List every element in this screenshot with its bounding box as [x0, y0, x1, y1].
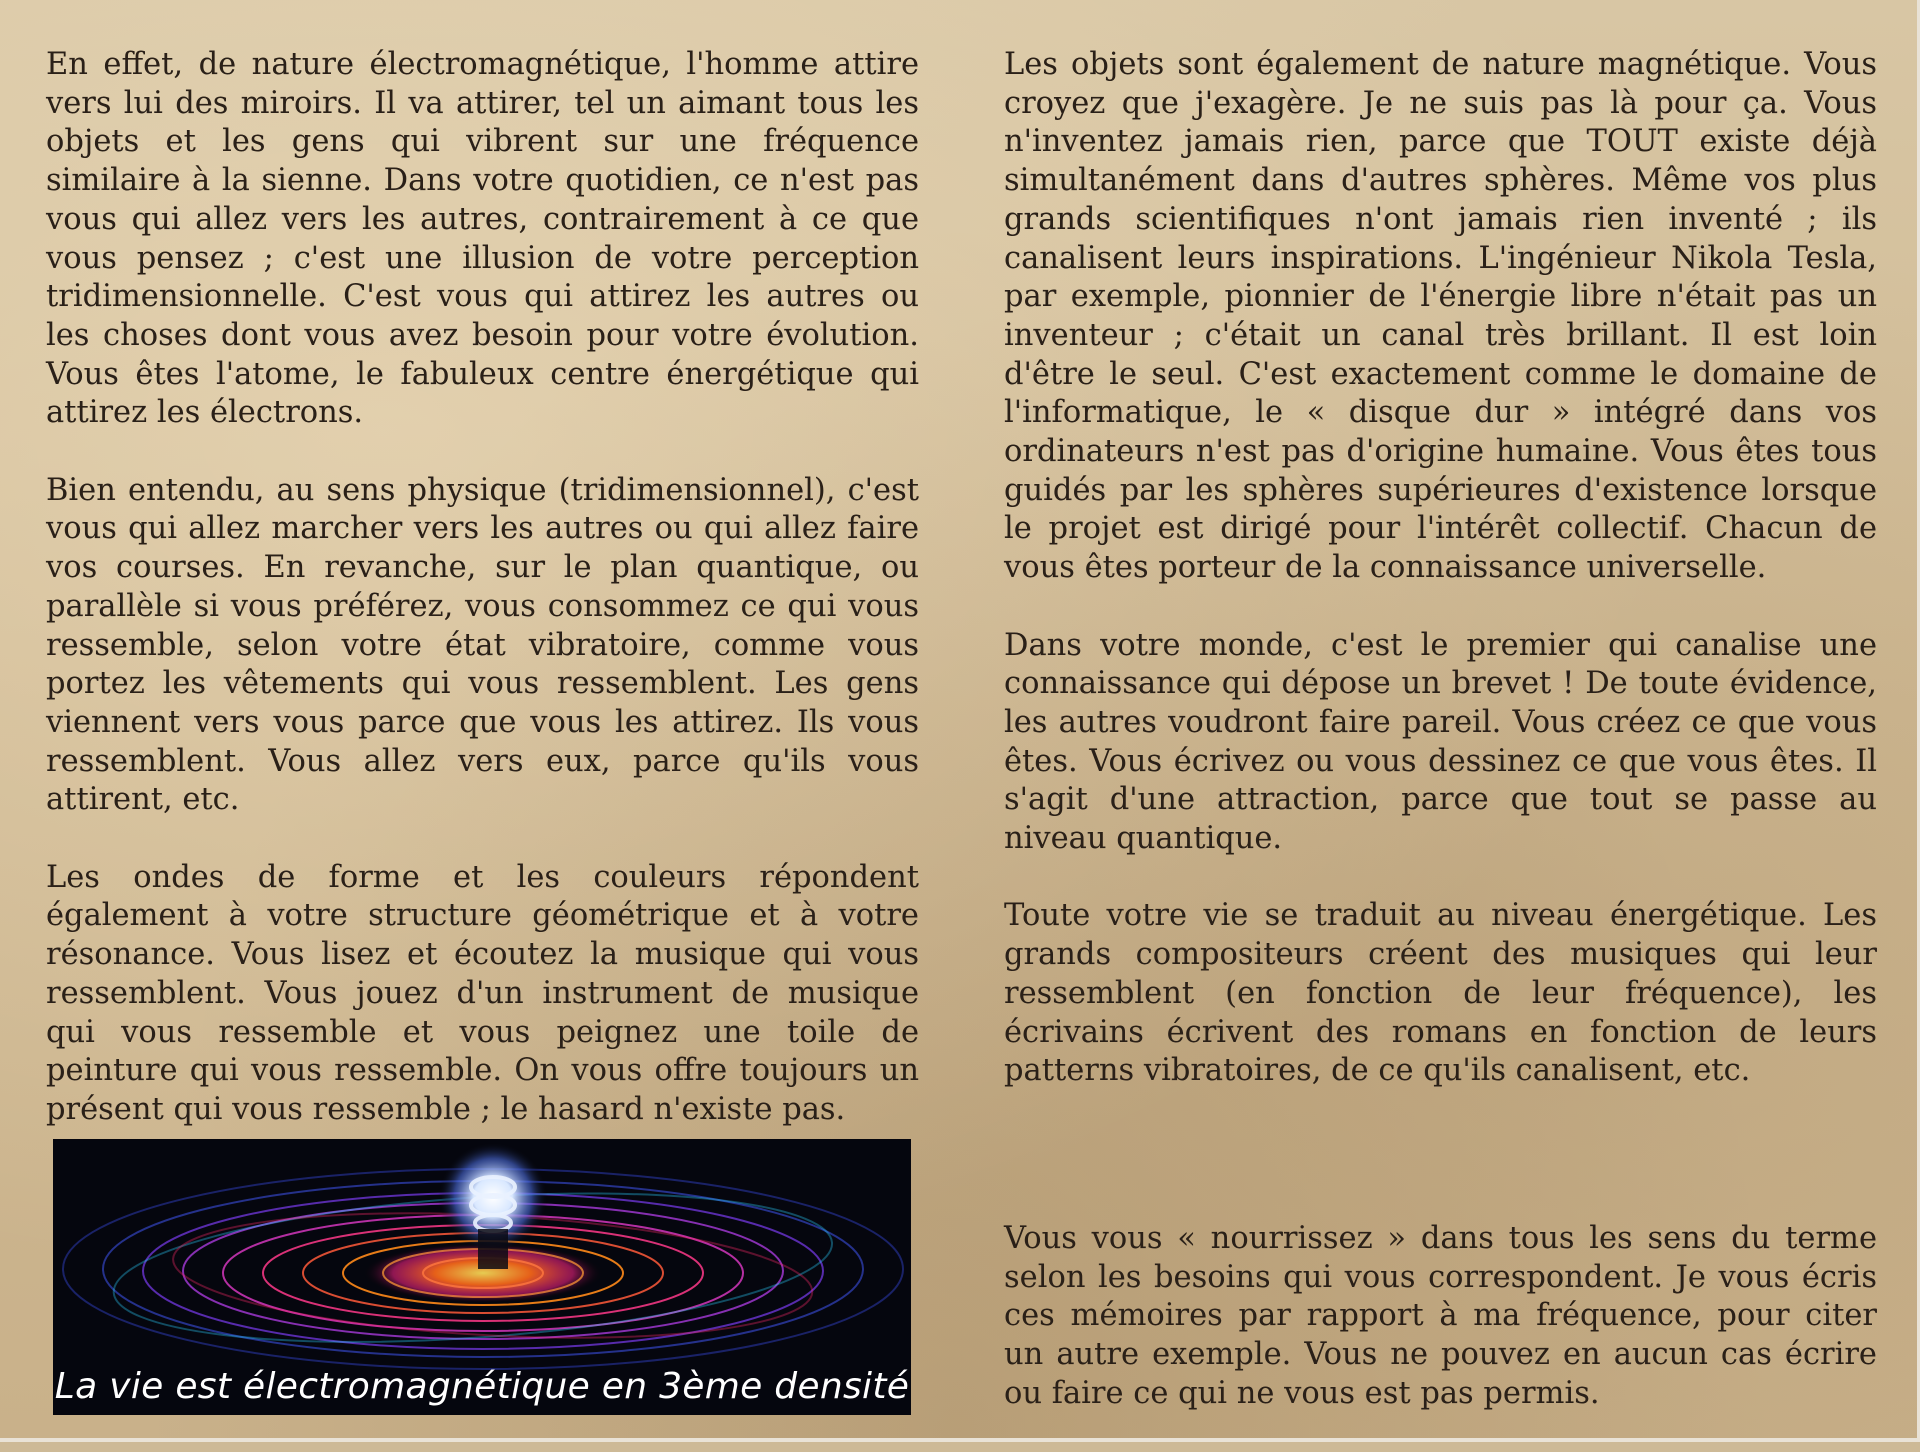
- paragraph: Les objets sont également de nature magnétique. Vous croyez que j'exagère. Je ne suis pas là pour ça. Vous n'inventez jamais rien, parce que TOUT existe déjà simultanément dans d'autres sphères. Même vos plus grands scientifiques n'ont jamais rien inventé ; ils canalisent leurs inspirations. L'ingénieur Nikola Tesla, par exemple, pionnier de l'énergie libre n'était pas un inventeur ; c'était un canal très brillant. Il est loin d'être le seul. C'est exactement comme le domaine de l'informatique, le « disque dur » intégré dans vos ordinateurs n'est pas d'origine humaine. Vous êtes tous guidés par les sphères supérieures d'existence lorsque le projet est dirigé pour l'intérêt collectif. Chacun de vous êtes porteur de la connaissance universelle.: [1004, 47, 1877, 586]
- paragraph: Les ondes de forme et les couleurs répondent également à votre structure géométrique et à votre résonance. Vous lisez et écoutez la musique qui vous ressemblent. Vous jouez d'un instrument de musique qui vous ressemble et vous peignez une toile de peinture qui vous ressemble. On vous offre toujours un présent qui vous ressemble ; le hasard n'existe pas.: [46, 859, 919, 1127]
- paragraph: Dans votre monde, c'est le premier qui canalise une connaissance qui dépose un brevet ! De toute évidence, les autres voudront faire pareil. Vous créez ce que vous êtes. Vous écrivez ou vous dessinez ce que vous êtes. Il s'agit d'une attraction, parce que tout se passe au niveau quantique.: [1004, 627, 1877, 857]
- paragraph: Toute votre vie se traduit au niveau énergétique. Les grands compositeurs créent des musiques qui leur ressemblent (en fonction de leur fréquence), les écrivains écrivent des romans en fonction de leurs patterns vibratoires, de ce qu'ils canalisent, etc.: [1004, 898, 1877, 1089]
- figure-caption: La vie est électromagnétique en 3ème densité: [54, 1366, 910, 1407]
- paragraph: Vous vous « nourrissez » dans tous les sens du terme selon les besoins qui vous correspondent. Je vous écris ces mémoires par rapport à ma fréquence, pour citer un autre exemple. Vous ne pouvez en aucun cas écrire ou faire ce qui ne vous est pas permis.: [1004, 1220, 1877, 1411]
- paragraph: Bien entendu, au sens physique (tridimensionnel), c'est vous qui allez marcher vers les autres ou qui allez faire vos courses. En revanche, sur le plan quantique, ou parallèle si vous préférez, vous consommez ce qui vous ressemble, selon votre état vibratoire, comme vous portez les vêtements qui vous ressemblent. Les gens viennent vers vous parce que vous les attirez. Ils vous ressemblent. Vous allez vers eux, parce qu'ils vous attirent, etc.: [46, 472, 919, 818]
- right-text-column: [1004, 46, 1877, 1452]
- electromagnetic-figure: [53, 1139, 911, 1415]
- left-text-column: [46, 46, 919, 1168]
- paragraph: En effet, de nature électromagnétique, l'homme attire vers lui des miroirs. Il va attirer, tel un aimant tous les objets et les gens qui vibrent sur une fréquence similaire à la sienne. Dans votre quotidien, ce n'est pas vous qui allez vers les autres, contrairement à ce que vous pensez ; c'est une illusion de votre perception tridimensionnelle. C'est vous qui attirez les autres ou les choses dont vous avez besoin pour votre évolution. Vous êtes l'atome, le fabuleux centre énergétique qui attirez les électrons.: [46, 47, 919, 431]
